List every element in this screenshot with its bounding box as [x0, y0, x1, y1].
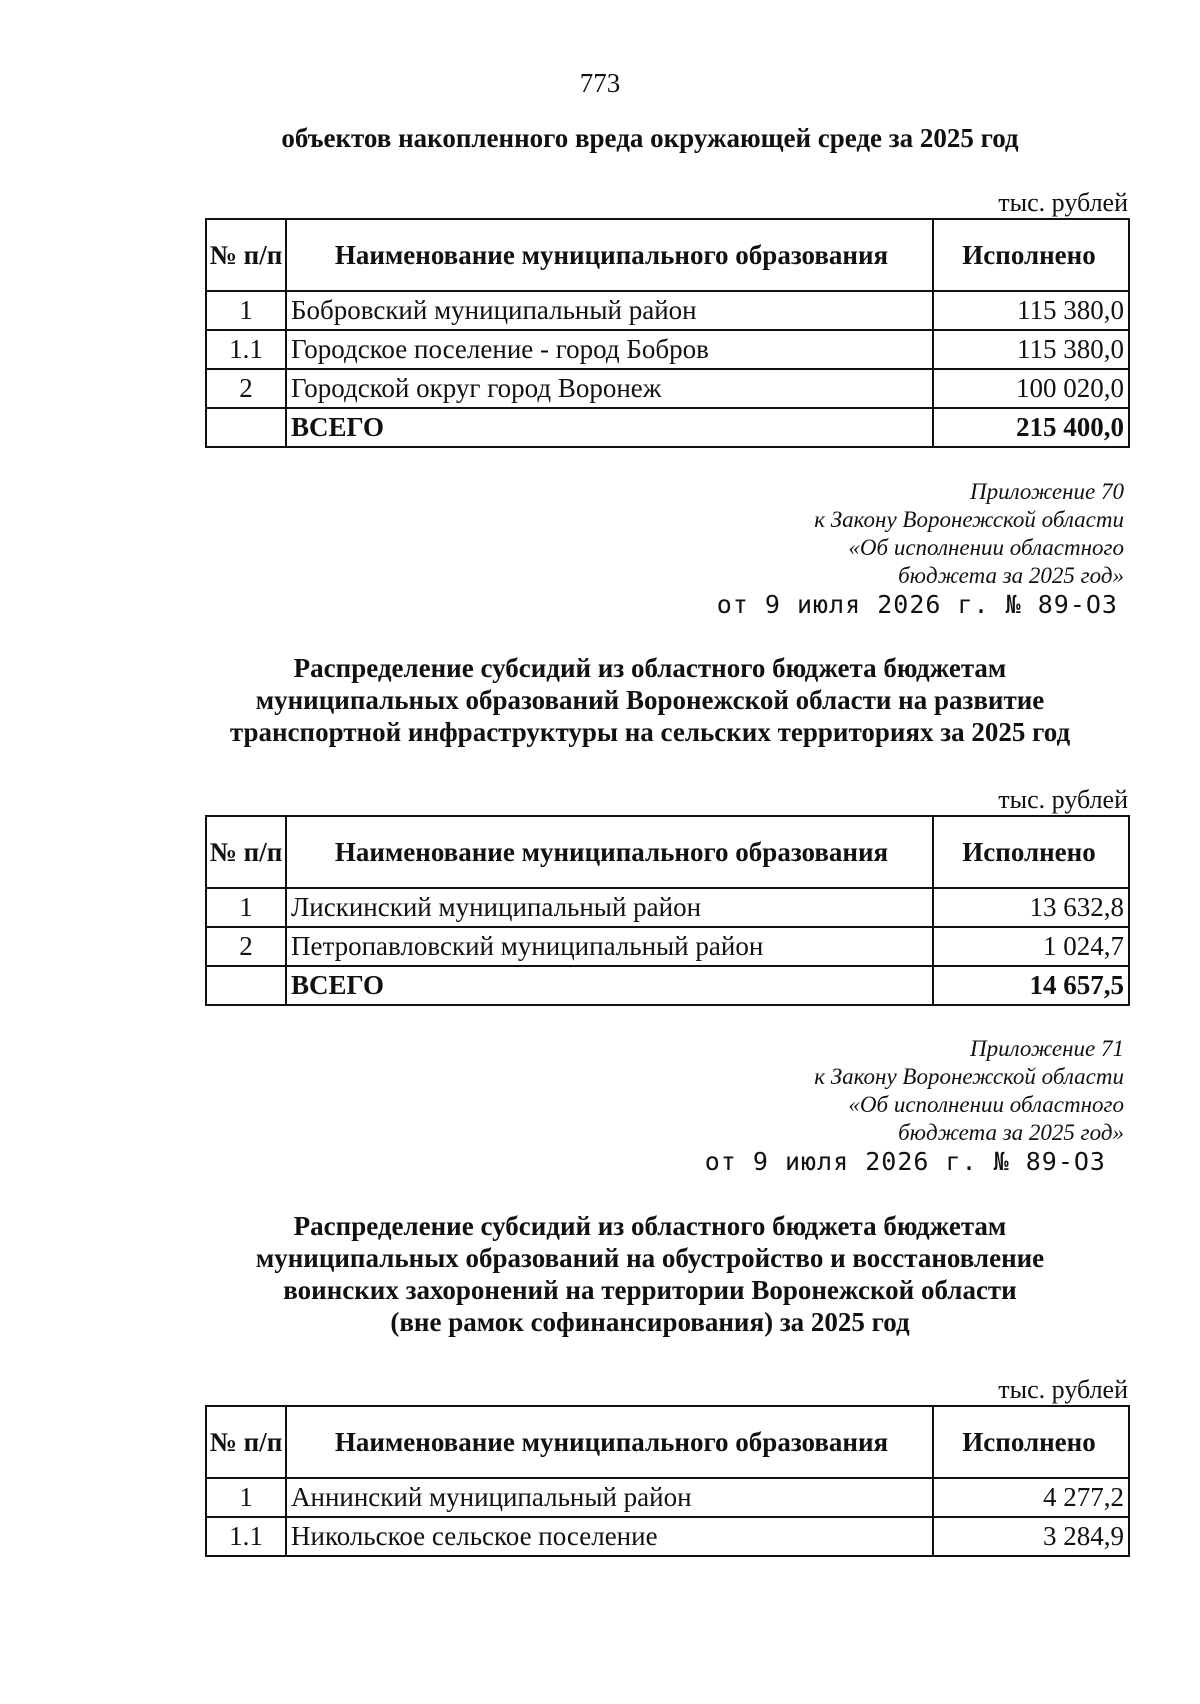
row-value: 1 024,7: [933, 927, 1129, 966]
row-name: Городское поселение - город Бобров: [286, 330, 933, 369]
header-name: Наименование муниципального образования: [286, 1406, 933, 1478]
row-name: Бобровский муниципальный район: [286, 291, 933, 330]
annex71-block: [814, 1035, 1124, 1147]
row-value: 4 277,2: [933, 1478, 1129, 1517]
section3-table: [205, 1405, 1130, 1557]
annex-line: «Об исполнении областного: [848, 535, 1124, 560]
total-row: [206, 408, 1129, 447]
header-num: № п/п: [206, 816, 286, 888]
table-header-row: [206, 816, 1129, 888]
header-name: Наименование муниципального образования: [286, 816, 933, 888]
table-row: [206, 291, 1129, 330]
row-num: 2: [206, 369, 286, 408]
annex-line: к Закону Воронежской области: [814, 1064, 1124, 1089]
table-header-row: [206, 219, 1129, 291]
row-name: Лискинский муниципальный район: [286, 888, 933, 927]
table-row: [206, 330, 1129, 369]
annex-line: Приложение 70: [969, 479, 1124, 504]
header-value: Исполнено: [933, 1406, 1129, 1478]
annex-line: «Об исполнении областного: [848, 1092, 1124, 1117]
section3-title-line: муниципальных образований на обустройство и восстановление: [255, 1243, 1045, 1273]
header-value: Исполнено: [933, 816, 1129, 888]
annex-line: бюджета за 2025 год»: [898, 563, 1124, 588]
section2-title-line: муниципальных образований Воронежской области на развитие: [255, 685, 1045, 715]
row-num: 1: [206, 888, 286, 927]
table-row: [206, 1517, 1129, 1556]
row-value: 115 380,0: [933, 291, 1129, 330]
section2-units: тыс. рублей: [998, 785, 1128, 814]
row-name: Аннинский муниципальный район: [286, 1478, 933, 1517]
section2-title-line: Распределение субсидий из областного бюджета бюджетам: [293, 653, 1007, 683]
section1-table: [205, 218, 1130, 448]
section3-title-line: воинских захоронений на территории Воронежской области: [283, 1275, 1017, 1305]
total-label: ВСЕГО: [286, 966, 933, 1005]
header-name: Наименование муниципального образования: [286, 219, 933, 291]
annex70-date: от 9 июля 2026 г. № 89-ОЗ: [716, 590, 1118, 619]
row-name: Никольское сельское поселение: [286, 1517, 933, 1556]
total-row: [206, 966, 1129, 1005]
section1-title: [180, 122, 1120, 154]
header-num: № п/п: [206, 1406, 286, 1478]
row-num: 1: [206, 1478, 286, 1517]
table-row: [206, 888, 1129, 927]
header-num: № п/п: [206, 219, 286, 291]
annex-line: бюджета за 2025 год»: [898, 1120, 1124, 1145]
section3-title-line: Распределение субсидий из областного бюджета бюджетам: [293, 1211, 1007, 1241]
table-row: [206, 369, 1129, 408]
row-num: 1.1: [206, 1517, 286, 1556]
row-value: 115 380,0: [933, 330, 1129, 369]
section2-title-line: транспортной инфраструктуры на сельских территориях за 2025 год: [229, 717, 1071, 747]
section2-title: [180, 652, 1120, 748]
section3-title: [180, 1210, 1120, 1338]
table-row: [206, 927, 1129, 966]
total-value: 215 400,0: [933, 408, 1129, 447]
annex71-date: от 9 июля 2026 г. № 89-ОЗ: [704, 1147, 1106, 1176]
row-value: 13 632,8: [933, 888, 1129, 927]
row-num: 2: [206, 927, 286, 966]
row-value: 3 284,9: [933, 1517, 1129, 1556]
section2-table: [205, 815, 1130, 1006]
section3-units: тыс. рублей: [998, 1375, 1128, 1404]
annex-line: Приложение 71: [969, 1036, 1124, 1061]
section3-title-line: (вне рамок софинансирования) за 2025 год: [390, 1307, 910, 1337]
row-num: 1.1: [206, 330, 286, 369]
table-header-row: [206, 1406, 1129, 1478]
total-label: ВСЕГО: [286, 408, 933, 447]
row-value: 100 020,0: [933, 369, 1129, 408]
row-name: Петропавловский муниципальный район: [286, 927, 933, 966]
annex70-block: [814, 478, 1124, 590]
row-num: 1: [206, 291, 286, 330]
total-value: 14 657,5: [933, 966, 1129, 1005]
page-number: 773: [579, 68, 621, 98]
header-value: Исполнено: [933, 219, 1129, 291]
table-row: [206, 1478, 1129, 1517]
annex-line: к Закону Воронежской области: [814, 507, 1124, 532]
row-name: Городской округ город Воронеж: [286, 369, 933, 408]
section1-title-line: объектов накопленного вреда окружающей среде за 2025 год: [281, 123, 1019, 153]
section1-units: тыс. рублей: [998, 188, 1128, 217]
